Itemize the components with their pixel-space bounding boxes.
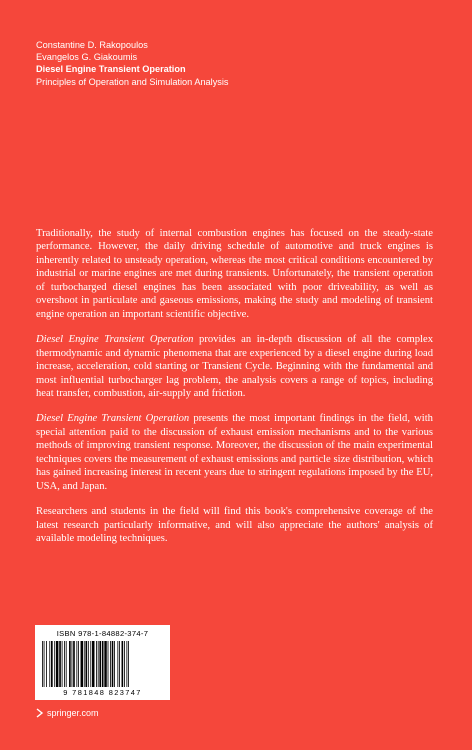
author-name: Constantine D. Rakopoulos	[36, 40, 148, 50]
author-name: Evangelos G. Giakoumis	[36, 52, 138, 63]
barcode-bar	[104, 641, 106, 687]
italic-book-title: Diesel Engine Transient Operation	[36, 413, 190, 425]
blurb-paragraph: Traditionally, the study of internal combustion engines has focused on the steady-state performance. However, the daily driving schedule of automotive and truck engines is inherently related to unsteady operation, whereas the most critical conditions encountered by industrial or marine engines are met during transients. Unfortunately, the transient operation of turbocharged diesel engines has been associated with poor driveability, as well as overshoot in particulate and gaseous emissions, making the study and modeling of transient engine operation an important scientific objective.	[36, 228, 433, 320]
barcode-bar	[84, 641, 85, 687]
barcode-bar	[85, 641, 87, 687]
barcode-bar	[119, 641, 120, 687]
isbn-number: ISBN 978-1-84882-374-7	[56, 629, 149, 638]
barcode-bar	[90, 641, 91, 687]
blurb-paragraph-text: provides an in-depth discussion of all the complex thermodynamic and dynamic phenomena that are experienced by a diesel engine during load increase, acceleration, cold starting or Transient Cycle. Beginning with the fundamental and most influential turbocharger lag problem, the analysis covers a range of topics, including heat transfer, combustion, air-supply and friction.	[36, 334, 433, 399]
publisher-link[interactable]	[36, 708, 99, 718]
italic-book-title: Diesel Engine Transient Operation	[36, 334, 194, 346]
barcode-bar	[78, 641, 79, 687]
barcode-bar	[69, 641, 71, 687]
barcode-bar	[117, 641, 118, 687]
barcode-bar	[49, 641, 50, 687]
blurb-paragraph-text: presents the most important findings in the field, with special attention paid to the discussion of exhaust emission mechanisms and to the various methods of improving transient response. Moreover, the discussion of the main experimental techniques covers the measurement of exhaust emissions and particle size distribution, which has gained increasing interest in recent years due to stringent regulations imposed by the EU, USA, and Japan.	[36, 413, 433, 492]
barcode-bar	[59, 641, 61, 687]
barcode-bar	[98, 641, 99, 687]
barcode-bar	[122, 641, 124, 687]
author-title-block	[36, 39, 229, 88]
barcode-bar	[102, 641, 104, 687]
barcode-bar	[54, 641, 55, 687]
barcode-bar	[44, 641, 45, 687]
barcode-bar	[56, 641, 58, 687]
barcode-bar	[92, 641, 94, 687]
barcode-bar	[96, 641, 97, 687]
barcode-bar	[64, 641, 65, 687]
blurb-paragraph	[36, 412, 433, 493]
book-title: Diesel Engine Transient Operation	[36, 64, 186, 75]
barcode-bar	[66, 641, 67, 687]
back-cover-blurb	[36, 227, 433, 558]
barcode-bar	[114, 641, 115, 687]
barcode-bar	[108, 641, 109, 687]
barcode-bar	[51, 641, 53, 687]
barcode-bar	[73, 641, 75, 687]
barcode-bar	[128, 641, 129, 687]
blurb-paragraph	[36, 333, 433, 400]
barcode-bar	[112, 641, 114, 687]
barcode-bar	[124, 641, 125, 687]
barcode-digits: 9 781848 823747	[63, 688, 142, 697]
barcode-bar	[76, 641, 77, 687]
barcode-bar	[81, 641, 83, 687]
blurb-paragraph: Researchers and students in the field will find this book's comprehensive coverage of the latest research particularly informative, and will also appreciate the authors' analysis of available modeling techniques.	[36, 506, 433, 545]
publisher-url[interactable]: springer.com	[47, 708, 99, 718]
barcode-bar	[126, 641, 127, 687]
book-subtitle: Principles of Operation and Simulation Analysis	[36, 76, 229, 87]
isbn-barcode	[35, 625, 170, 700]
barcode-bar	[62, 641, 63, 687]
barcode-bar	[46, 641, 47, 687]
barcode-bars	[41, 641, 164, 687]
barcode-bar	[110, 641, 111, 687]
barcode-bar	[72, 641, 73, 687]
barcode-bar	[88, 641, 89, 687]
springer-chevron-icon	[36, 708, 44, 718]
barcode-bar	[42, 641, 43, 687]
barcode-bar	[99, 641, 101, 687]
